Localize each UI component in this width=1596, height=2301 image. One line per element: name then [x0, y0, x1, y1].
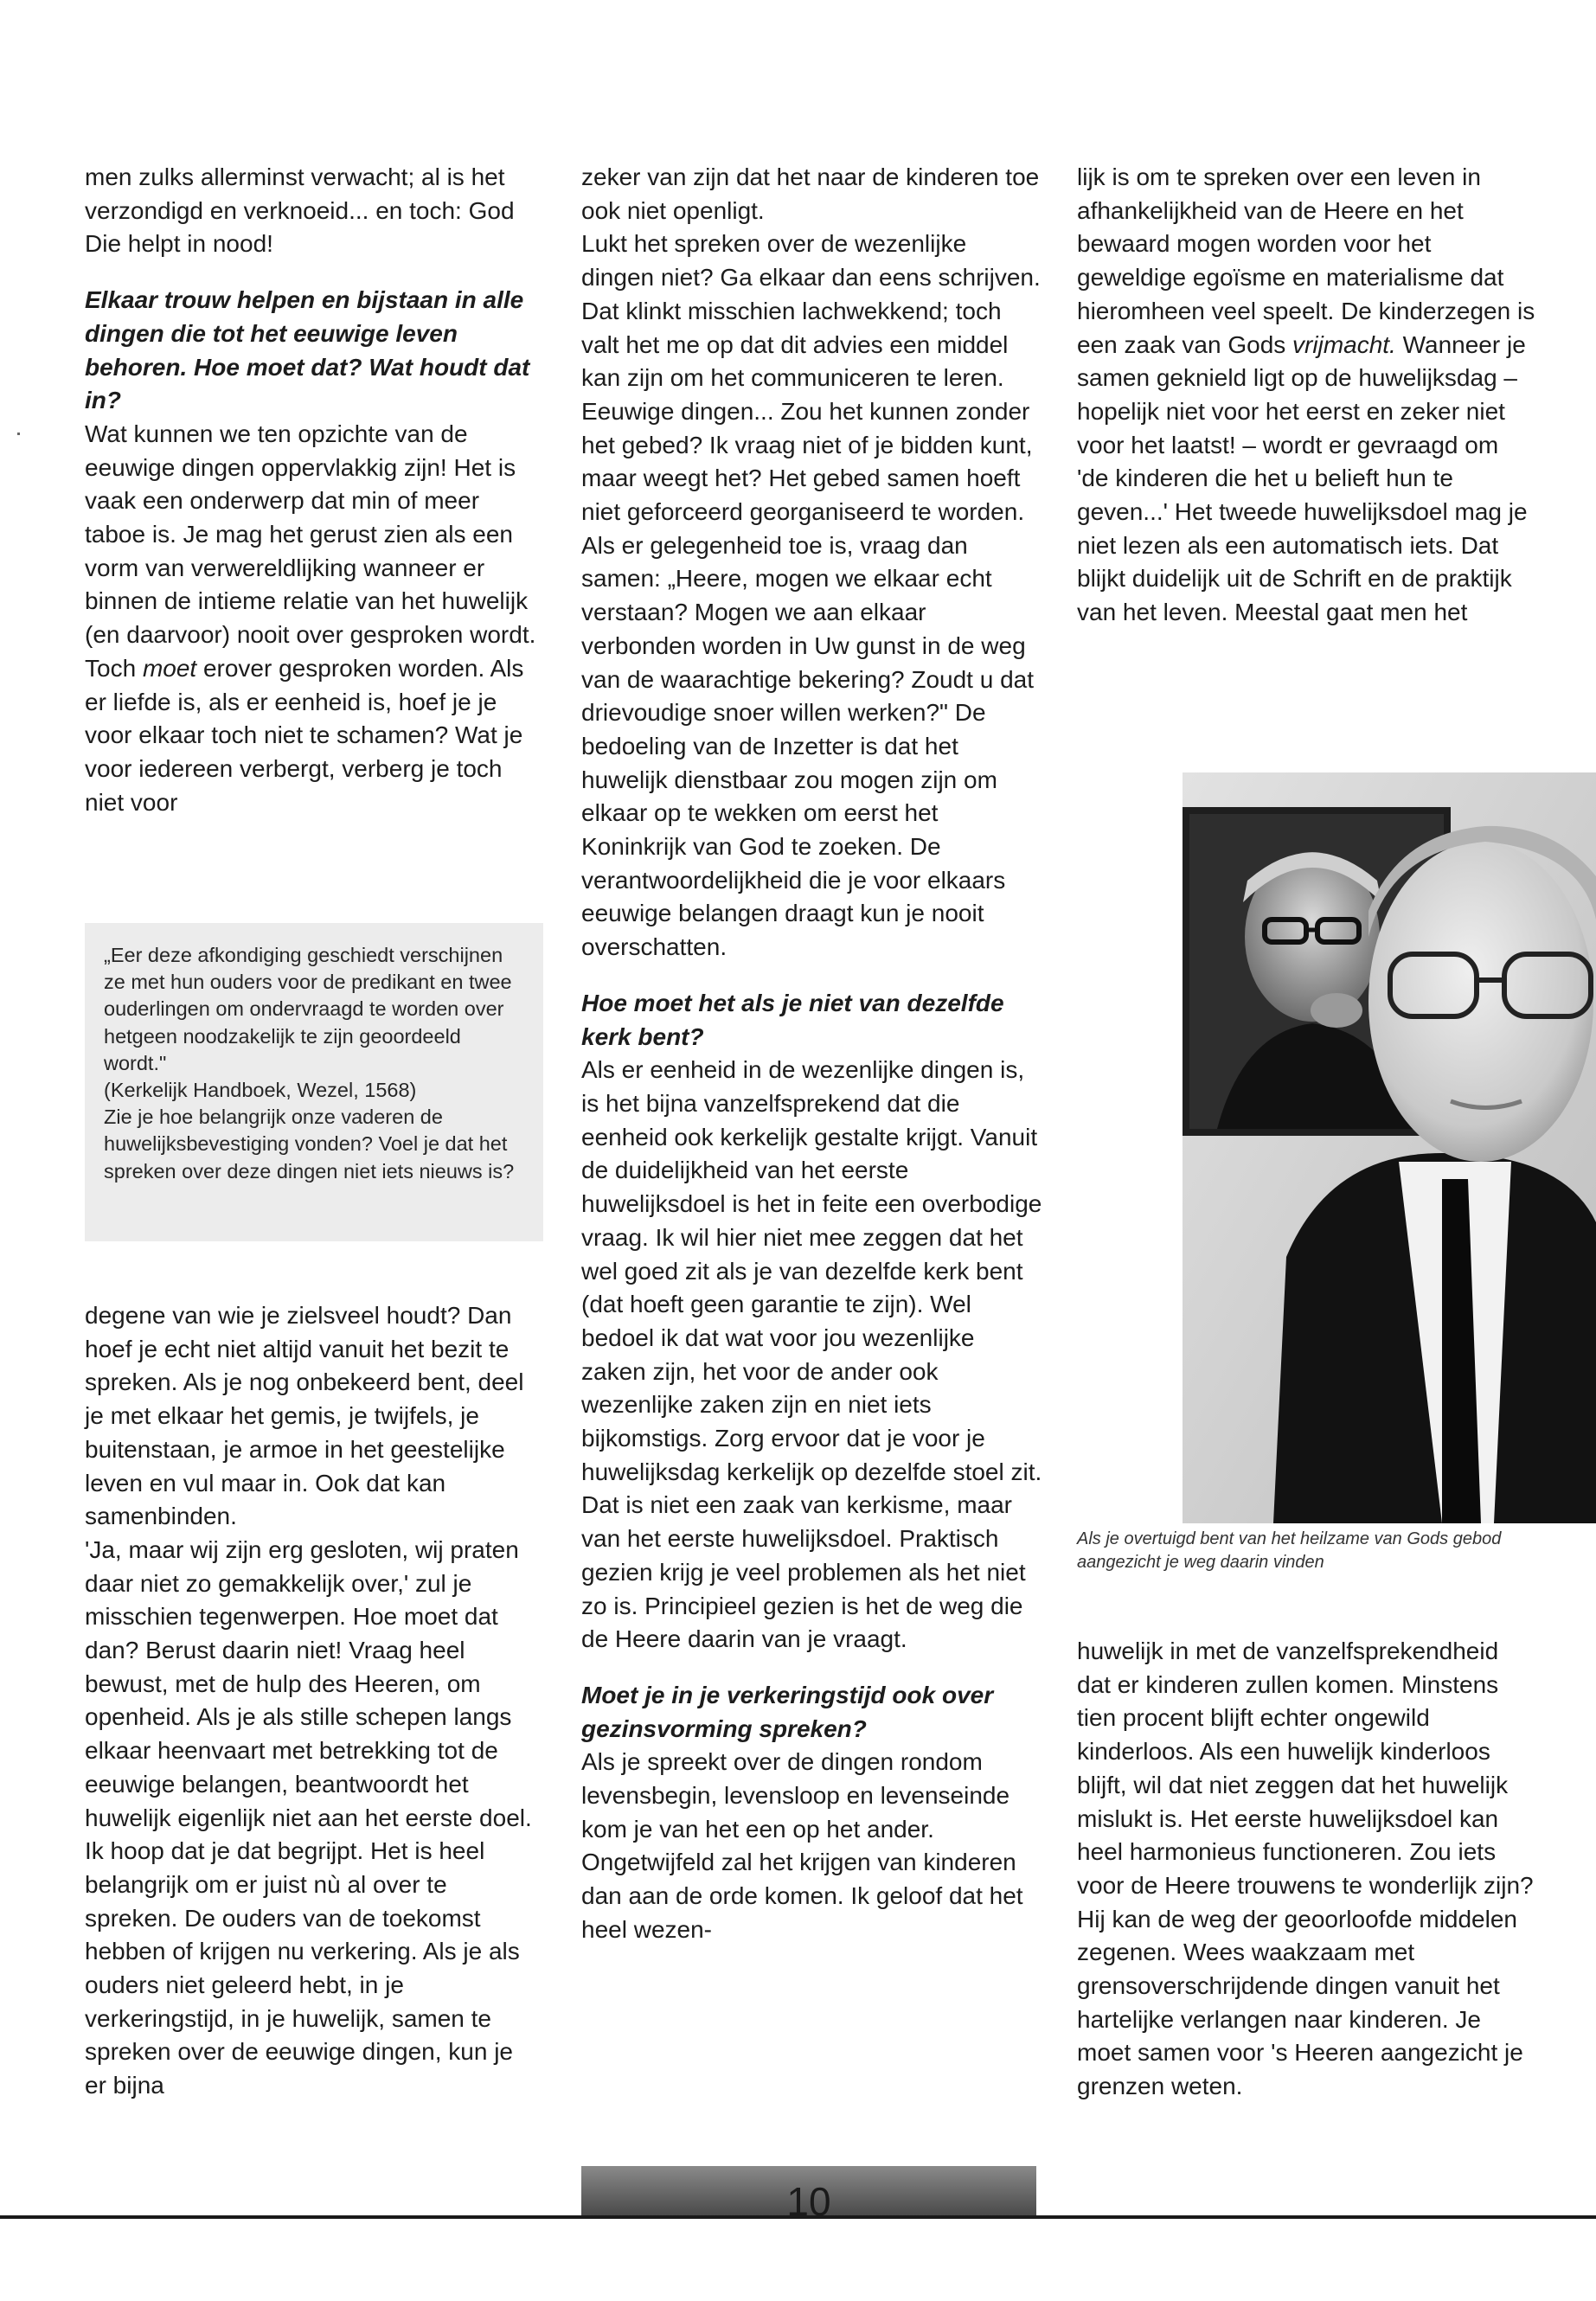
quote-comment: Zie je hoe belangrijk onze vaderen de huwelijksbevestiging vonden? Voel je dat het spreken over deze dingen niet iets nieuws is?	[104, 1106, 515, 1183]
caption-line: aangezicht je weg daarin vinden	[1077, 1553, 1324, 1572]
paragraph: zeker van zijn dat het naar de kinderen toe ook niet openligt.	[581, 163, 1040, 224]
column-3-bottom	[1077, 1635, 1535, 2104]
paragraph: Wat kunnen we ten opzichte van de eeuwige dingen oppervlakkig zijn! Het is vaak een onderwerp dat min of meer taboe is. Je mag het gerust zien als een vorm van verwereldlijking wanneer er binnen de intieme relatie van het huwelijk (en daarvoor) nooit over gesproken wordt. Toch moet erover gesproken worden. Als er liefde is, als er eenheid is, hoef je je voor elkaar toch niet te schamen? Wat je voor iedereen verbergt, verberg je toch niet voor	[85, 420, 536, 816]
column-2	[581, 161, 1044, 1947]
paragraph: 'Ja, maar wij zijn erg gesloten, wij praten daar niet zo gemakkelijk over,' zul je misschien tegenwerpen. Hoe moet dat dan? Berust daarin niet! Vraag heel bewust, met de hulp des Heeren, om openheid. Als je als stille schepen langs elkaar heenvaart met betrekking tot de eeuwige belangen, beantwoordt het huwelijk eigenlijk niet aan het eerste doel. Ik hoop dat je dat begrijpt. Het is heel belangrijk om er juist nù al over te spreken. De ouders van de toekomst hebben of krijgen nu verkering. Als je als ouders niet geleerd hebt, in je verkeringstijd, in je huwelijk, samen te spreken over de eeuwige dingen, kun je er bijna	[85, 1535, 532, 2099]
column-3-top	[1077, 161, 1535, 630]
caption-line: Als je overtuigd bent van het heilzame van Gods gebod	[1077, 1529, 1502, 1548]
column-1-top	[85, 161, 539, 819]
section-heading: Moet je in je verkeringstijd ook over gezinsvorming spreken?	[581, 1681, 994, 1742]
quote-box	[85, 923, 543, 1241]
page-number-tab	[581, 2166, 1036, 2215]
paragraph: Als je spreekt over de dingen rondom levensbegin, levensloop en levenseinde kom je van het een op het ander. Ongetwijfeld zal het krijgen van kinderen dan aan de orde komen. Ik geloof dat het heel wezen-	[581, 1748, 1023, 1943]
scan-speck	[17, 433, 20, 435]
paragraph: men zulks allerminst verwacht; al is het verzondigd en verknoeid... en toch: God Die helpt in nood!	[85, 163, 515, 258]
paragraph: huwelijk in met de vanzelfsprekendheid dat er kinderen zullen komen. Minstens tien procent blijft echter ongewild kinderloos. Als een huwelijk kinderloos blijft, wil dat niet zeggen dat het huwelijk mislukt is. Het eerste huwelijksdoel kan heel harmonieus functioneren. Zou iets voor de Heere trouwens te wonderlijk zijn? Hij kan de weg der geoorloofde middelen zegenen. Wees waakzaam met grensoverschrijdende dingen vanuit het hartelijke verlangen naar kinderen. Je moet samen voor 's Heeren aangezicht je grenzen weten.	[1077, 1638, 1534, 2100]
portrait-illustration	[1183, 772, 1596, 1523]
quote-text: „Eer deze afkondiging geschiedt verschijnen ze met hun ouders voor de predikant en twee ouderlingen om ondervraagd te worden over hetgeen noodzakelijk te zijn geoordeeld wordt."	[104, 944, 512, 1074]
column-1-bottom	[85, 1299, 539, 2103]
section-heading: Hoe moet het als je niet van dezelfde kerk bent?	[581, 989, 1004, 1050]
paragraph: Eeuwige dingen... Zou het kunnen zonder het gebed? Ik vraag niet of je bidden kunt, maar weegt het? Het gebed samen hoeft niet geforceerd georganiseerd te worden. Als er gelegenheid toe is, vraag dan samen: „Heere, mogen we elkaar echt verstaan? Mogen we aan elkaar verbonden worden in Uw gunst in de weg van de waarachtige bekering? Zoudt u dat drievoudige snoer willen werken?" De bedoeling van de Inzetter is dat het huwelijk dienstbaar zou mogen zijn om elkaar op te wekken om eerst het Koninkrijk van God te zoeken. De verantwoordelijkheid die je voor elkaars eeuwige belangen draagt kun je nooit overschatten.	[581, 397, 1035, 961]
portrait-photo	[1183, 772, 1596, 1523]
section-heading: Elkaar trouw helpen en bijstaan in alle dingen die tot het eeuwige leven behoren. Hoe moet dat? Wat houdt dat in?	[85, 286, 530, 414]
quote-source: (Kerkelijk Handboek, Wezel, 1568)	[104, 1079, 417, 1102]
paragraph: degene van wie je zielsveel houdt? Dan hoef je echt niet altijd vanuit het bezit te spreken. Als je nog onbekeerd bent, deel je met elkaar het gemis, je twijfels, je buitenstaan, je armoe in het geestelijke leven en vul maar in. Ook dat kan samenbinden.	[85, 1302, 524, 1530]
paragraph: Als er eenheid in de wezenlijke dingen is, is het bijna vanzelfsprekend dat die eenheid ook kerkelijk gestalte krijgt. Vanuit de duidelijkheid van het eerste huwelijksdoel is het in feite een overbodige vraag. Ik wil hier niet mee zeggen dat het wel goed zit als je van dezelfde kerk bent (dat hoeft geen garantie te zijn). Wel bedoel ik dat wat voor jou wezenlijke zaken zijn, het voor de ander ook wezenlijke zaken zijn en niet iets bijkomstigs. Zorg ervoor dat je voor je huwelijksdag kerkelijk op dezelfde stoel zit. Dat is niet een zaak van kerkisme, maar van het eerste huwelijksdoel. Praktisch gezien krijg je veel problemen als het niet zo is. Principieel gezien is het de weg die de Heere daarin van je vraagt.	[581, 1056, 1042, 1653]
page-number: 10	[786, 2179, 831, 2215]
paragraph: Lukt het spreken over de wezenlijke dingen niet? Ga elkaar dan eens schrijven. Dat klinkt misschien lachwekkend; toch valt het me op dat dit advies een middel kan zijn om het communiceren te leren.	[581, 230, 1041, 392]
paragraph: lijk is om te spreken over een leven in afhankelijkheid van de Heere en het bewaard mogen worden voor het geweldige egoïsme en materialisme dat hieromheen veel speelt. De kinderzegen is een zaak van Gods vrijmacht. Wanneer je samen geknield ligt op de huwelijksdag – hopelijk niet voor het eerst en zeker niet voor het laatst! – wordt er gevraagd om 'de kinderen die het u belieft hun te geven...' Het tweede huwelijksdoel mag je niet lezen als een automatisch iets. Dat blijkt duidelijk uit de Schrift en de praktijk van het leven. Meestal gaat men het	[1077, 163, 1535, 626]
photo-caption	[1077, 1528, 1596, 1574]
bottom-rule	[0, 2215, 1596, 2219]
